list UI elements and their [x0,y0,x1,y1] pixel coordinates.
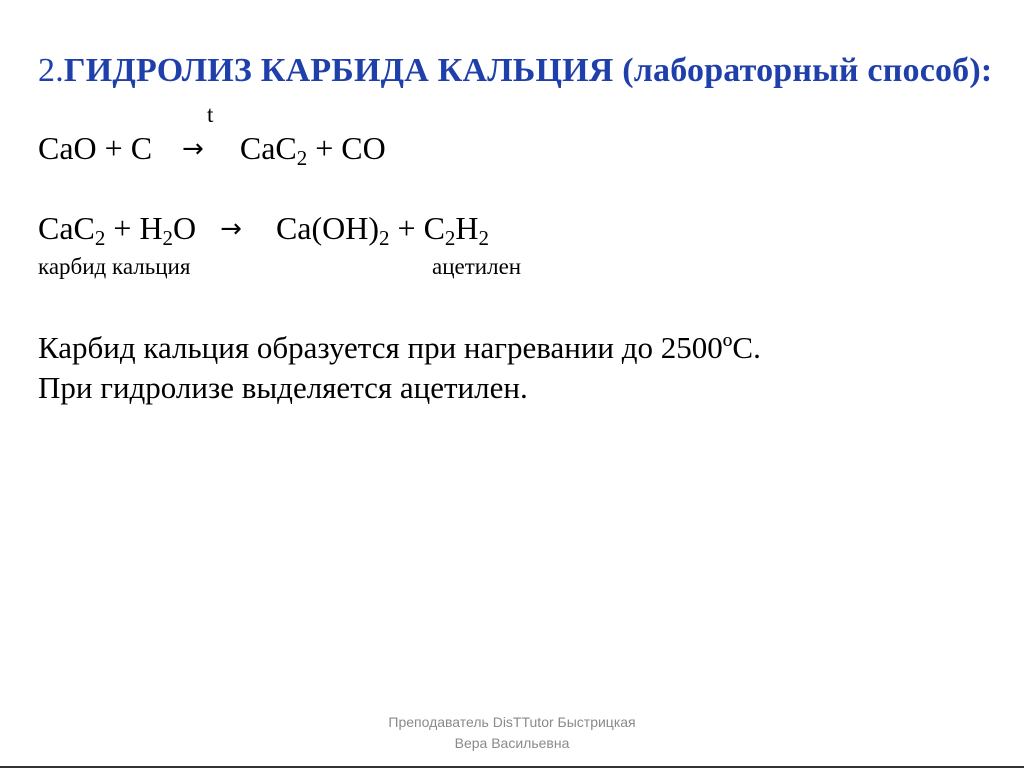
formula-part: + H [105,210,163,246]
formula-part: H [455,210,479,246]
formula-part: O [173,210,197,246]
footer-line-1: Преподаватель DisTTutor Быстрицкая [388,714,636,730]
formula-part: CaC [38,210,95,246]
formula-part: + C [389,210,445,246]
formula-part: CaC [239,130,297,166]
label-acetylene: ацетилен [432,254,522,279]
footer-line-2: Вера Васильевна [454,735,570,751]
title-main: ГИДРОЛИЗ КАРБИДА КАЛЬЦИЯ [63,52,614,89]
formula-subscript: 2 [94,226,106,250]
reaction-2-reactants [38,210,197,250]
reaction-2-equation [38,210,490,250]
formula-subscript: 2 [478,226,490,250]
reaction-1-equation [38,130,386,170]
formula-part: Ca(OH) [275,210,380,246]
label-calcium-carbide: карбид кальция [38,254,191,279]
reaction-1-reactants: CaO + C [38,130,153,166]
reaction-1-products [239,130,386,170]
reaction-2-products [275,210,490,250]
paragraph-line-1: Карбид кальция образуется при нагревании до 2500ºC. [38,330,761,365]
reaction-1-condition: t [207,102,214,127]
arrow-right-icon: → [182,134,204,164]
title-number: 2. [38,52,64,89]
formula-subscript: 2 [444,226,456,250]
formula-subscript: 2 [162,226,174,250]
formula-part: + CO [307,130,386,166]
paragraph-line-2: При гидролизе выделяется ацетилен. [38,370,528,405]
formula-subscript: 2 [379,226,390,250]
footer-credit [0,712,1024,754]
title-parenthetical: (лабораторный способ): [613,52,993,89]
slide-title [38,52,992,90]
arrow-right-icon: → [220,214,242,244]
formula-subscript: 2 [296,146,308,170]
